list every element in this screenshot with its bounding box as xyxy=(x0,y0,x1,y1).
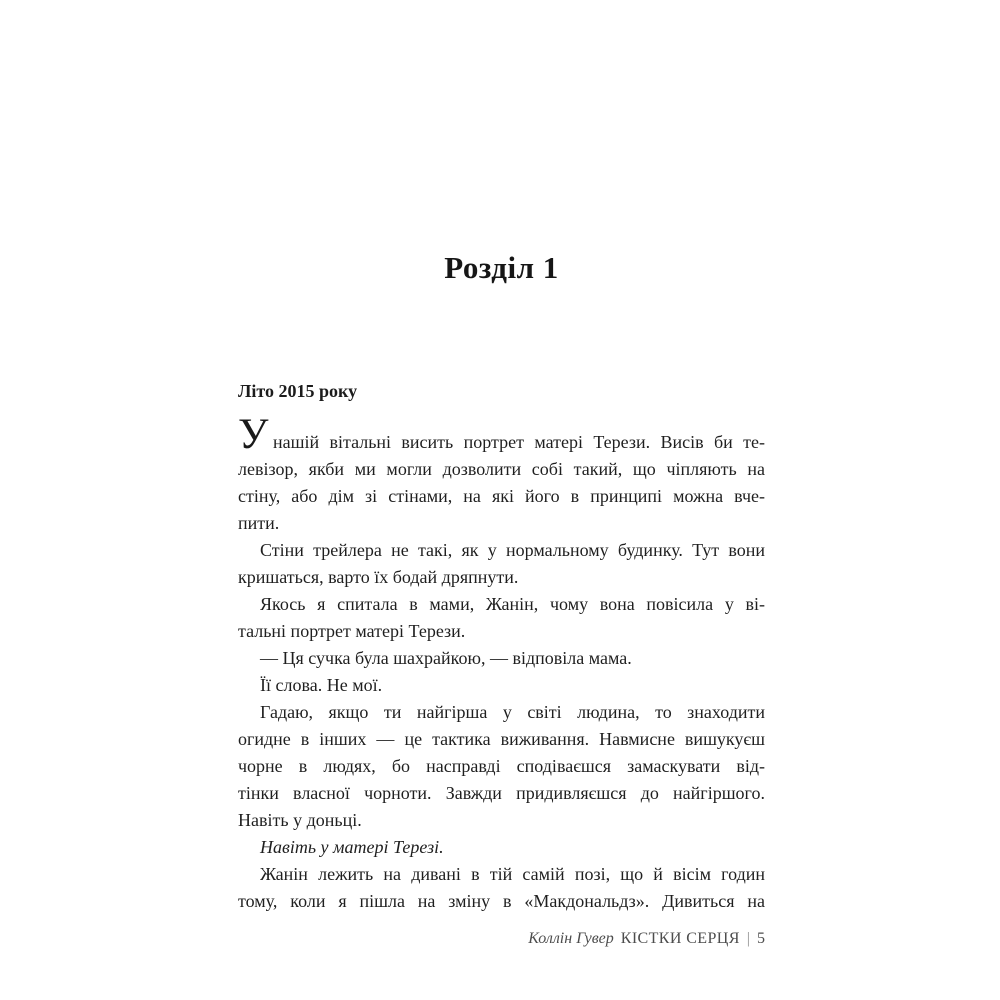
text-line: левізор, якби ми могли дозволити собі такий, що чіпляють на xyxy=(238,459,765,479)
text-line: Її слова. Не мої. xyxy=(260,675,383,695)
text-line: стіну, або дім зі стінами, на які його в принципі можна вче- xyxy=(238,486,765,506)
text-line: Гадаю, якщо ти найгірша у світі людина, то знаходити xyxy=(260,702,765,722)
text-line: чорне в людях, бо насправді сподіваєшся замаскувати від- xyxy=(238,756,765,776)
paragraph xyxy=(238,834,765,861)
drop-cap: У xyxy=(238,411,269,458)
text-line: Навіть у матері Терезі. xyxy=(260,837,444,857)
footer-page-number: 5 xyxy=(757,930,765,947)
text-line: огидне в інших — це тактика виживання. Навмисне вишукуєш xyxy=(238,729,765,749)
text-line: тальні портрет матері Терези. xyxy=(238,621,466,641)
text-line: пити. xyxy=(238,513,280,533)
section-heading: Літо 2015 року xyxy=(238,381,358,401)
text-line: Навіть у доньці. xyxy=(238,810,362,830)
text-line: — Ця сучка була шахрайкою, — відповіла мама. xyxy=(260,648,632,668)
paragraph xyxy=(238,591,765,645)
footer-separator: | xyxy=(746,930,750,947)
footer-author: Коллін Гувер xyxy=(528,930,614,947)
text-line: нашій вітальні висить портрет матері Терези. Висів би те- xyxy=(273,432,765,452)
paragraph xyxy=(238,699,765,834)
page-footer xyxy=(238,928,765,950)
paragraph xyxy=(238,672,765,699)
body-text xyxy=(238,411,765,915)
text-line: Жанін лежить на дивані в тій самій позі, що й вісім годин xyxy=(260,864,765,884)
paragraph xyxy=(238,861,765,915)
paragraph xyxy=(238,645,765,672)
paragraph xyxy=(238,537,765,591)
paragraph xyxy=(238,411,765,537)
text-line: тінки власної чорноти. Завжди придивляєшся до найгіршого. xyxy=(238,783,765,803)
chapter-title: Розділ 1 xyxy=(444,250,559,285)
text-line: тому, коли я пішла на зміну в «Макдональдз». Дивиться на xyxy=(238,891,765,911)
text-line: Стіни трейлера не такі, як у нормальному будинку. Тут вони xyxy=(260,540,765,560)
text-line: кришаться, варто їх бодай дряпнути. xyxy=(238,567,519,587)
text-line: Якось я спитала в мами, Жанін, чому вона повісила у ві- xyxy=(260,594,765,614)
footer-book-title: КІСТКИ СЕРЦЯ xyxy=(620,930,740,947)
